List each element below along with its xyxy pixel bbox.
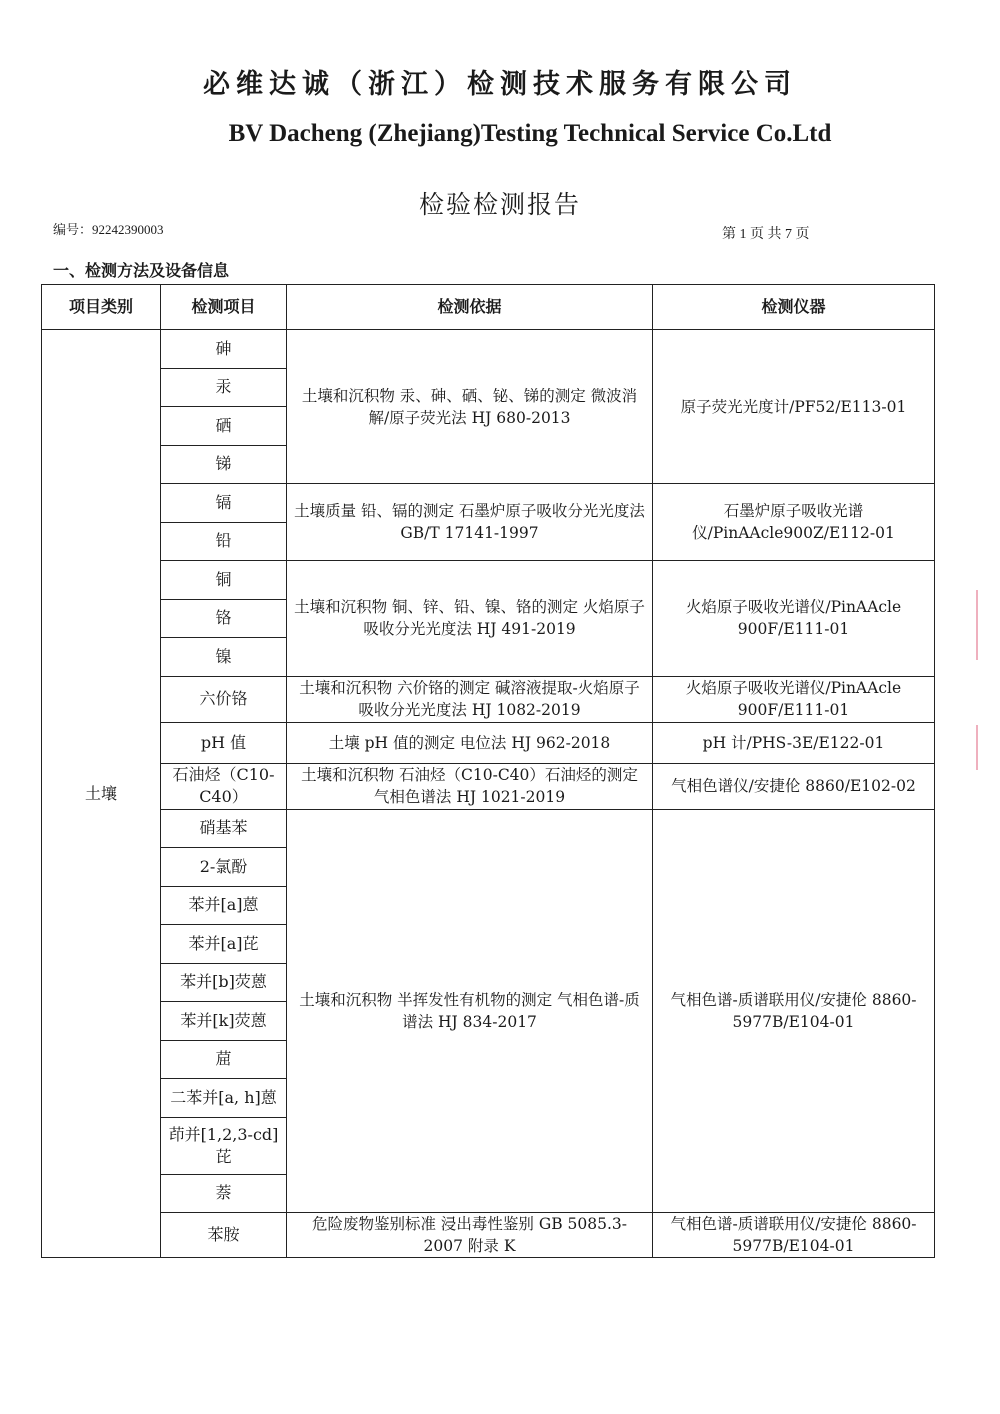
test-item-cell: 汞 [161, 368, 287, 407]
test-item-cell: pH 值 [161, 722, 287, 763]
basis-cell: 危险废物鉴别标准 浸出毒性鉴别 GB 5085.3-2007 附录 K [287, 1213, 653, 1258]
test-item-cell: 二苯并[a, h]蒽 [161, 1079, 287, 1118]
table-row [42, 561, 935, 600]
test-item-cell: 硝基苯 [161, 809, 287, 848]
seal-edge-mark [976, 725, 986, 770]
test-item-cell: 石油烃（C10-C40） [161, 763, 287, 809]
test-item-cell: 锑 [161, 445, 287, 484]
test-item-cell: 苯并[a]芘 [161, 925, 287, 964]
table-row [42, 809, 935, 848]
company-name-cn: 必维达诚（浙江）检测技术服务有限公司 [203, 69, 797, 100]
test-item-cell: 镉 [161, 484, 287, 523]
test-item-cell: 萘 [161, 1174, 287, 1213]
table-row [42, 330, 935, 369]
test-item-cell: 铬 [161, 599, 287, 638]
column-header-item: 检测项目 [161, 285, 287, 330]
instrument-cell: 气相色谱-质谱联用仪/安捷伦 8860-5977B/E104-01 [653, 809, 935, 1213]
report-title: 检验检测报告 [418, 190, 581, 219]
table-row [42, 763, 935, 809]
test-item-cell: 铅 [161, 522, 287, 561]
instrument-cell: 石墨炉原子吸收光谱仪/PinAAcle900Z/E112-01 [653, 484, 935, 561]
company-name-en: BV Dacheng (Zhejiang)Testing Technical Service Co.Ltd [228, 120, 832, 147]
table-row [42, 722, 935, 763]
basis-cell: 土壤和沉积物 半挥发性有机物的测定 气相色谱-质谱法 HJ 834-2017 [287, 809, 653, 1213]
test-item-cell: 茚并[1,2,3-cd]芘 [161, 1117, 287, 1174]
instrument-cell: 原子荧光光度计/PF52/E113-01 [653, 330, 935, 484]
report-serial-number: 编号：92242390003 [53, 222, 164, 237]
table-header-row [42, 285, 935, 330]
test-item-cell: 镍 [161, 638, 287, 677]
instrument-cell: pH 计/PHS-3E/E122-01 [653, 722, 935, 763]
table-row [42, 676, 935, 722]
page-indicator: 第 1 页 共 7 页 [722, 227, 810, 242]
section-heading: 一、检测方法及设备信息 [53, 261, 230, 280]
instrument-cell: 气相色谱仪/安捷伦 8860/E102-02 [653, 763, 935, 809]
table-row [42, 484, 935, 523]
instrument-cell: 气相色谱-质谱联用仪/安捷伦 8860-5977B/E104-01 [653, 1213, 935, 1258]
basis-cell: 土壤 pH 值的测定 电位法 HJ 962-2018 [287, 722, 653, 763]
basis-cell: 土壤和沉积物 石油烃（C10-C40）石油烃的测定 气相色谱法 HJ 1021-2019 [287, 763, 653, 809]
methods-equipment-table [41, 284, 934, 1258]
basis-cell: 土壤和沉积物 铜、锌、铅、镍、铬的测定 火焰原子吸收分光光度法 HJ 491-2019 [287, 561, 653, 677]
basis-cell: 土壤和沉积物 六价铬的测定 碱溶液提取-火焰原子吸收分光光度法 HJ 1082-2019 [287, 676, 653, 722]
category-cell: 土壤 [42, 330, 161, 1258]
column-header-category: 项目类别 [42, 285, 161, 330]
seal-edge-mark [976, 590, 986, 660]
test-item-cell: 苯并[k]荧蒽 [161, 1002, 287, 1041]
basis-cell: 土壤和沉积物 汞、砷、硒、铋、锑的测定 微波消解/原子荧光法 HJ 680-2013 [287, 330, 653, 484]
test-item-cell: 苯胺 [161, 1213, 287, 1258]
test-item-cell: 六价铬 [161, 676, 287, 722]
test-item-cell: 2-氯酚 [161, 848, 287, 887]
column-header-instrument: 检测仪器 [653, 285, 935, 330]
column-header-basis: 检测依据 [287, 285, 653, 330]
test-item-cell: 苯并[a]蒽 [161, 886, 287, 925]
test-item-cell: 砷 [161, 330, 287, 369]
test-item-cell: 硒 [161, 407, 287, 446]
test-item-cell: 苯并[b]荧蒽 [161, 963, 287, 1002]
basis-cell: 土壤质量 铅、镉的测定 石墨炉原子吸收分光光度法 GB/T 17141-1997 [287, 484, 653, 561]
test-item-cell: 䓛 [161, 1040, 287, 1079]
test-item-cell: 铜 [161, 561, 287, 600]
instrument-cell: 火焰原子吸收光谱仪/PinAAcle 900F/E111-01 [653, 676, 935, 722]
instrument-cell: 火焰原子吸收光谱仪/PinAAcle 900F/E111-01 [653, 561, 935, 677]
table-row [42, 1213, 935, 1258]
